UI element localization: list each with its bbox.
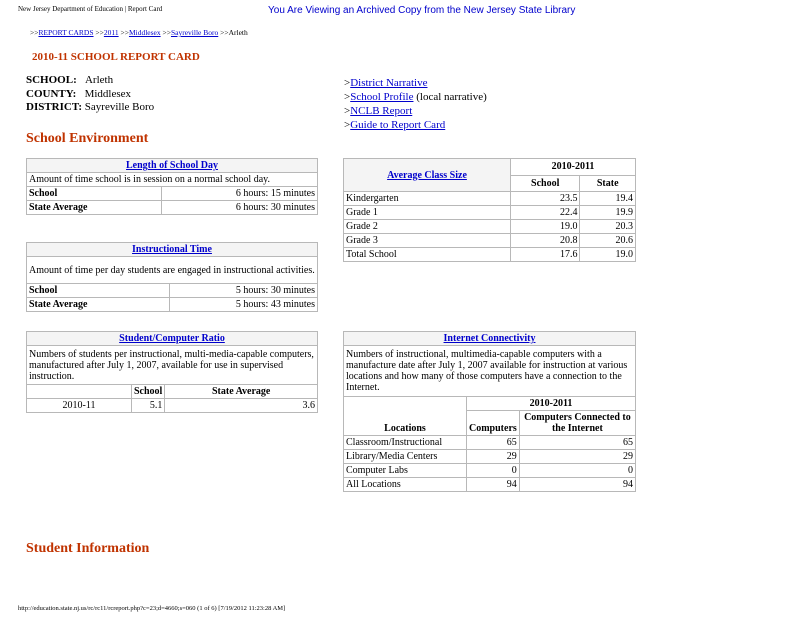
breadcrumb-sayreville[interactable]: Sayreville Boro — [170, 28, 219, 37]
table-row: State Average 5 hours: 43 minutes — [27, 298, 318, 312]
breadcrumb-middlesex[interactable]: Middlesex — [128, 28, 161, 37]
table-row: Total School 17.6 19.0 — [344, 248, 636, 262]
page-footer-url: http://education.state.nj.us/rc/rc11/rcreport.php?c=23;d=4660;s=060 (1 of 6) [7/19/2012 11:23:28 AM] — [18, 605, 286, 612]
class-size-table: Average Class Size 2010-2011 School State Kindergarten 23.5 19.4 Grade 1 22.4 19.9 Grade 2 19.0 20.3 Grade 3 20.8 20.6 Total School 17.6 19.0 — [343, 158, 636, 262]
breadcrumb-report-cards[interactable]: REPORT CARDS — [38, 28, 94, 37]
table-row: Library/Media Centers 29 29 — [344, 450, 636, 464]
table-row: All Locations 94 94 — [344, 478, 636, 492]
table-row: Grade 3 20.8 20.6 — [344, 234, 636, 248]
table-row: Classroom/Instructional 65 65 — [344, 436, 636, 450]
guide-link[interactable]: Guide to Report Card — [350, 119, 446, 131]
class-size-link[interactable]: Average Class Size — [387, 169, 467, 181]
student-computer-link[interactable]: Student/Computer Ratio — [119, 333, 225, 344]
internet-connectivity-table: Internet Connectivity Numbers of instructional, multimedia-capable computers with a manufacture date after July 1, 2007 available for instruction at various locations and how many of those computers have a connection to the Internet. Locations 2010-2011 Computers Computers Connected to the Internet Classroom/Instructional 65 65 Library/Media Centers 29 29 Computer Labs 0 0 All Locations 94 94 — [343, 331, 636, 492]
page-title: 2010-11 SCHOOL REPORT CARD — [32, 51, 200, 63]
breadcrumb-2011[interactable]: 2011 — [103, 28, 119, 37]
table-row: School 6 hours: 15 minutes — [27, 187, 318, 201]
instructional-time-link[interactable]: Instructional Time — [132, 244, 212, 255]
table-row: State Average 6 hours: 30 minutes — [27, 201, 318, 215]
header-left: New Jersey Department of Education | Report Card — [18, 5, 163, 13]
table-row: School 5 hours: 30 minutes — [27, 284, 318, 298]
breadcrumb: >>REPORT CARDS >>2011 >>Middlesex >>Sayreville Boro >>Arleth — [30, 28, 248, 37]
instructional-time-table: Instructional Time Amount of time per day students are engaged in instructional activities. School 5 hours: 30 minutes State Average 5 hours: 43 minutes — [26, 242, 318, 312]
school-profile-link[interactable]: School Profile — [350, 91, 414, 103]
table-row: Grade 1 22.4 19.9 — [344, 206, 636, 220]
narrative-links: >District Narrative >School Profile (local narrative) >NCLB Report >Guide to Report Card — [344, 77, 487, 131]
school-name: Arleth — [84, 74, 114, 86]
length-of-day-link[interactable]: Length of School Day — [126, 160, 218, 171]
district-narrative-link[interactable]: District Narrative — [350, 77, 428, 89]
breadcrumb-current: Arleth — [228, 28, 248, 37]
table-row: Computer Labs 0 0 — [344, 464, 636, 478]
table-row: Kindergarten 23.5 19.4 — [344, 192, 636, 206]
table-row: 2010-11 5.1 3.6 — [27, 399, 318, 413]
nclb-report-link[interactable]: NCLB Report — [350, 105, 413, 117]
student-computer-table: Student/Computer Ratio Numbers of students per instructional, multi-media-capable computers, manufactured after July 1, 2007, available for use in supervised instruction. School State Average 2010-11 5.1 3.6 — [26, 331, 318, 413]
internet-connectivity-link[interactable]: Internet Connectivity — [443, 333, 536, 344]
table-row: Grade 2 19.0 20.3 — [344, 220, 636, 234]
school-info: SCHOOL: Arleth COUNTY: Middlesex DISTRICT: Sayreville Boro — [26, 74, 155, 113]
length-of-day-table: Length of School Day Amount of time school is in session on a normal school day. School 6 hours: 15 minutes State Average 6 hours: 30 minutes — [26, 158, 318, 215]
district-name: Sayreville Boro — [84, 101, 155, 113]
section-school-environment: School Environment — [26, 131, 149, 146]
section-student-information: Student Information — [26, 541, 150, 556]
archive-banner: You Are Viewing an Archived Copy from the New Jersey State Library — [268, 5, 576, 16]
county-name: Middlesex — [84, 87, 132, 100]
